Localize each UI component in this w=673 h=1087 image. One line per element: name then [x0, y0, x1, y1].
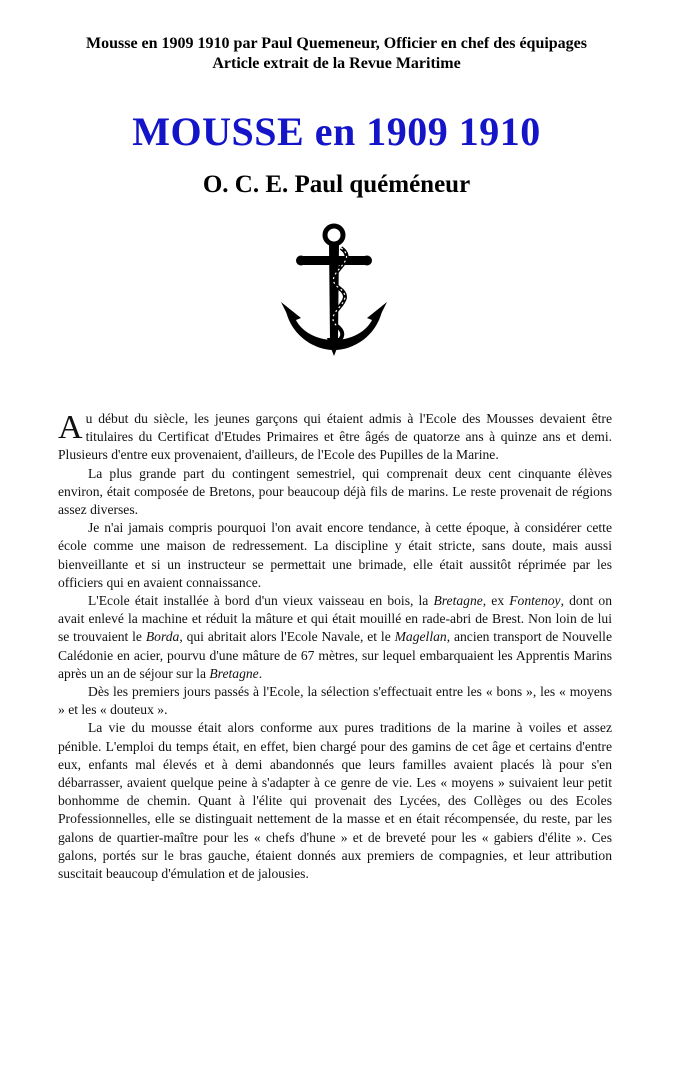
article-paragraph: Dès les premiers jours passés à l'Ecole, la sélection s'effectuait entre les « bons », les « moyens » et les « douteux ». [58, 684, 612, 718]
article-paragraph: La plus grande part du contingent semestriel, qui comprenait deux cent cinquante élèves environ, était composée de Bretons, pour beaucoup déjà fils de marins. Le reste provenait de régions assez diverses. [58, 465, 612, 518]
article-paragraph: La vie du mousse était alors conforme aux pures traditions de la marine à voiles et assez pénible. L'emploi du temps était, en effet, bien chargé pour des gamins de cet âge et certains d'entre eux, enfants mal élevés et à demi abandonnés que leurs familles avaient placés là pour s'en débarrasser, avaient quelque peine à s'adapter à ce genre de vie. Les « moyens » suivaient leur petit bonhomme de chemin. Quant à l'élite qui provenait des Lycées, des Collèges ou des Ecoles Professionnelles, elle se distinguait nettement de la masse et en était récompensée, du reste, par les galons de quartier-maître pour les « chefs d'hune » et de breveté pour les « gabiers d'élite ». Ces galons, portés sur le bras gauche, étaient donnés aux premiers de compagnies, et leur attribution suscitait beaucoup d'émulation et de jalousies. [58, 720, 612, 882]
ship-name: Magellan [394, 629, 447, 645]
paragraph-text: , dont on avait enlevé la machine et réduit la mâture et qui était mouillé en rade-abri de Brest. Non loin de lui se trouvaient le [58, 593, 612, 645]
paragraph-text: u début du siècle, les jeunes garçons qui étaient admis à l'Ecole des Mousses devaient être titulaires du Certificat d'Etudes Primaires et être âgés de quatorze ans à quinze ans et demi. Plusieurs d'entre eux provenaient, d'ailleurs, de l'Ecole des Pupilles de la Marine. [58, 411, 612, 463]
article-paragraph: Je n'ai jamais compris pourquoi l'on avait encore tendance, à cette époque, à considérer cette école comme une maison de redressement. La discipline y était stricte, sans doute, mais aussi bienveillante et si un instructeur se permettait une brimade, elle était aussitôt réprimée par les officiers qui en avaient connaissance. [58, 520, 612, 590]
anchor-icon [279, 222, 389, 356]
ship-name: Borda [145, 629, 180, 645]
ship-name: Bretagne [209, 665, 259, 681]
ship-name: Fontenoy [509, 593, 561, 609]
article-paragraph [58, 410, 612, 465]
article-paragraph [58, 592, 612, 683]
article-author: O. C. E. Paul quéméneur [202, 171, 471, 198]
drop-cap: A [58, 409, 83, 446]
ship-name: Bretagne [433, 593, 483, 609]
article-body [58, 410, 612, 883]
header-line-2: Article extrait de la Revue Maritime [212, 55, 461, 72]
paragraph-text: , ancien transport de Nouvelle Calédonie en acier, pourvu d'une mâture de 67 mètres, sur lequel embarquaient les Apprentis Marins après un an de séjour sur la [58, 629, 612, 681]
paragraph-text: , qui abritait alors l'Ecole Navale, et le [179, 629, 395, 645]
article-title: MOUSSE en 1909 1910 [132, 109, 541, 154]
paragraph-text: . [258, 665, 263, 681]
paragraph-text: L'Ecole était installée à bord d'un vieux vaisseau en bois, la [88, 593, 434, 609]
paragraph-text: , ex [482, 593, 510, 609]
page-header [0, 34, 673, 74]
header-line-1: Mousse en 1909 1910 par Paul Quemeneur, Officier en chef des équipages [85, 35, 588, 52]
